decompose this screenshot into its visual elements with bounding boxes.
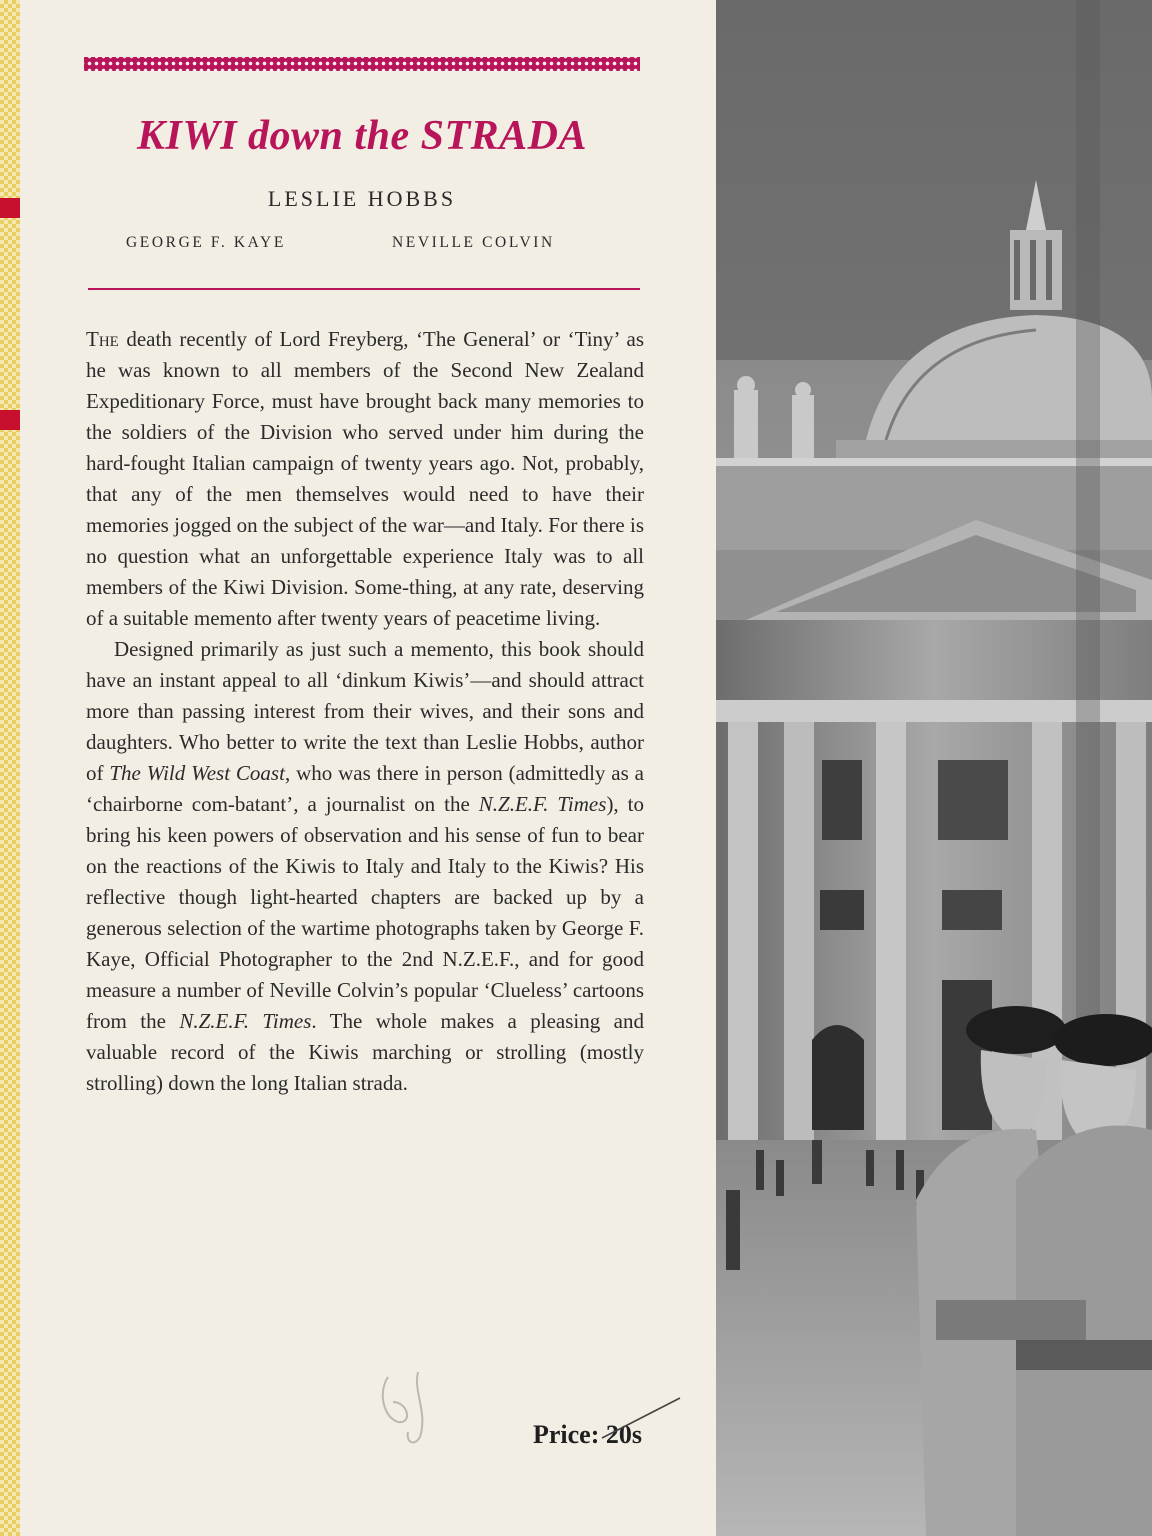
blurb-p2-text-d: . The whole makes a pleasing and valuable record of the Kiwis marching or strolling (mostly strolling) down the long Italian strada. bbox=[86, 1009, 644, 1095]
drop-lead-word: The bbox=[86, 327, 119, 351]
blurb-p1-text: death recently of Lord Freyberg, ‘The General’ or ‘Tiny’ as he was known to all members of the Second New Zealand Expeditionary Force, must have brought back many memories to the soldiers of the Division who served under him during the hard-fought Italian campaign of twenty years ago. Not, probably, that any of the men themselves would need to have their memories jogged on the subject of the war—and Italy. For there is no question what an unforgettable experience Italy was to all members of the Kiwi Division. Some-thing, at any rate, deserving of a suitable memento after twenty years of peacetime living. bbox=[86, 327, 644, 630]
book-reference: The Wild West Coast bbox=[109, 761, 285, 785]
checkered-spine-strip bbox=[0, 0, 20, 1536]
blurb-p2-text-b: , who was there in person (admittedly as a ‘chairborne com-batant’, a journalist on the bbox=[86, 761, 644, 816]
ornamental-border bbox=[84, 57, 640, 71]
blurb-p2-text-c: ), to bring his keen powers of observation and his sense of fun to bear on the reactions of the Kiwis to Italy and Italy to the Kiwis? His reflective though light-hearted chapters are backed up by a generous selection of the wartime photographs taken by George F. Kaye, Official Photographer to the 2nd N.Z.E.F., and for good measure a number of Neville Colvin’s popular ‘Clueless’ cartoons from the bbox=[86, 792, 645, 1033]
book-author: LESLIE HOBBS bbox=[267, 186, 457, 211]
spine-red-mark bbox=[0, 410, 20, 430]
pencil-scribble-icon bbox=[368, 1362, 448, 1452]
newspaper-reference: N.Z.E.F. Times bbox=[478, 792, 607, 816]
basilica-photo-icon bbox=[716, 0, 1152, 1536]
contributor-photographer: GEORGE F. KAYE bbox=[126, 234, 286, 251]
price-label: Price: 20s bbox=[532, 1420, 642, 1449]
blurb-p2-text-a: Designed primarily as just such a memento, this book should have an instant appeal to all ‘dinkum Kiwis’—and should attract more than passing interest from their wives, and their sons and daughters. Who better to write the text than Leslie Hobbs, author of bbox=[86, 637, 644, 785]
title-rule bbox=[88, 288, 640, 290]
contributor-cartoonist: NEVILLE COLVIN bbox=[392, 234, 555, 251]
spine-red-mark bbox=[0, 198, 20, 218]
blurb-paragraph-2 bbox=[86, 634, 644, 1099]
blurb-paragraph-1 bbox=[86, 324, 644, 634]
price-strike-icon bbox=[600, 1396, 682, 1440]
newspaper-reference: N.Z.E.F. Times bbox=[179, 1009, 312, 1033]
blurb-text bbox=[86, 324, 644, 1099]
book-title: KIWI down the STRADA bbox=[137, 113, 587, 159]
